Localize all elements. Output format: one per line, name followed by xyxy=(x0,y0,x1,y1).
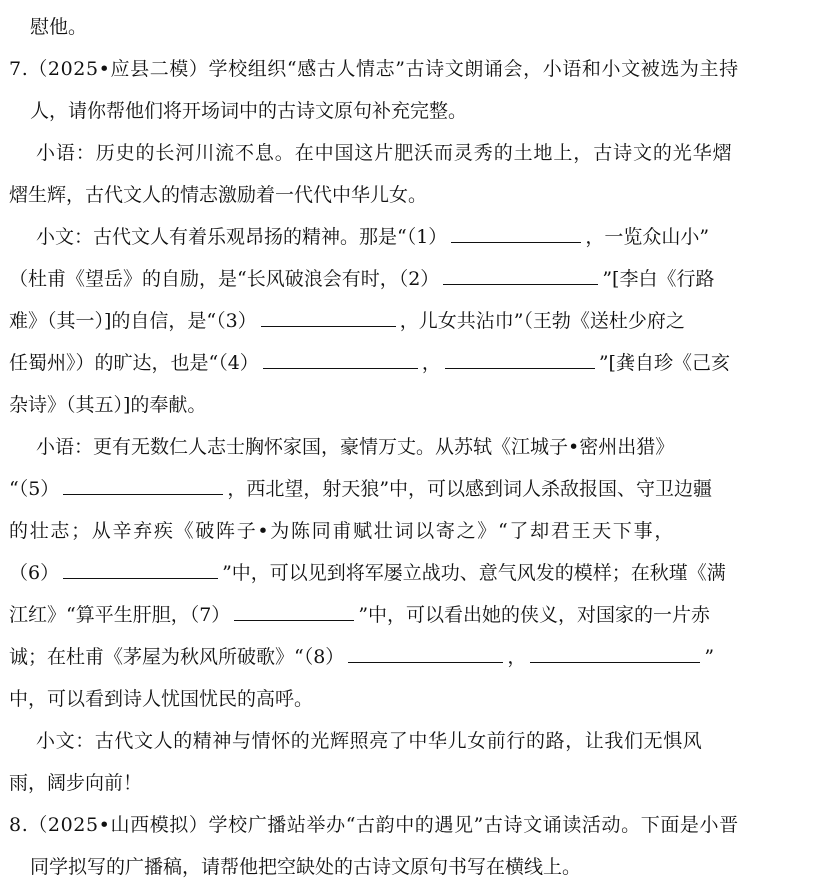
text: 江红》“算平生肝胆，（7） xyxy=(9,604,231,626)
text: 小文：古代文人有着乐观昂扬的精神。那是“（1） xyxy=(36,226,448,248)
text: “（5） xyxy=(9,478,60,500)
text: ”中，可以看出她的侠义，对国家的一片赤 xyxy=(358,604,711,626)
paragraph-xiaowen-2 xyxy=(36,723,825,759)
paragraph-xiaoyu-2-line5 xyxy=(9,597,825,633)
text: ，儿女共沾巾”（王勃《送杜少府之 xyxy=(399,310,685,332)
text: 7.（2025•应县二模）学校组织“感古人情志”古诗文朗诵会，小语和小文被选为主持 xyxy=(9,58,739,80)
text: 的壮志；从辛弃疾《破阵子•为陈同甫赋壮词以寄之》“了却君王天下事， xyxy=(9,520,676,542)
paragraph-xiaoyu-2-line6 xyxy=(9,639,825,675)
paragraph-xiaowen-1-line2 xyxy=(9,261,825,297)
text: 小语：历史的长河川流不息。在中国这片肥沃而灵秀的土地上，古诗文的光华熠 xyxy=(36,142,733,164)
continuation-line xyxy=(30,9,825,45)
paragraph-xiaowen-1-line4 xyxy=(9,345,825,381)
text: ，西北望，射天狼”中，可以感到词人杀敌报国、守卫边疆 xyxy=(227,478,713,500)
answer-blank-7[interactable] xyxy=(234,600,354,621)
answer-blank-8a[interactable] xyxy=(348,642,503,663)
answer-blank-6[interactable] xyxy=(63,558,218,579)
text: ”[龚自珍《己亥 xyxy=(598,352,730,374)
text: 中，可以看到诗人忧国忧民的高呼。 xyxy=(9,688,314,710)
question-8-title xyxy=(9,807,825,843)
answer-blank-3[interactable] xyxy=(261,306,396,327)
text: （杜甫《望岳》的自励，是“长风破浪会有时，（2） xyxy=(9,268,440,290)
answer-blank-1[interactable] xyxy=(451,222,581,243)
paragraph-xiaowen-2-line2 xyxy=(9,765,825,801)
paragraph-xiaowen-1-line5 xyxy=(9,387,825,423)
paragraph-xiaoyu-2-line7 xyxy=(9,681,825,717)
paragraph-xiaowen-1 xyxy=(36,219,825,255)
text: ，一览众山小” xyxy=(585,226,710,248)
text: ”[李白《行路 xyxy=(602,268,715,290)
paragraph-xiaoyu-2-line2 xyxy=(9,471,825,507)
answer-blank-4b[interactable] xyxy=(445,348,595,369)
paragraph-xiaoyu-2-line4 xyxy=(9,555,825,591)
paragraph-xiaoyu-2-line3 xyxy=(9,513,825,549)
text: 雨，阔步向前！ xyxy=(9,772,143,794)
text: ”中，可以见到将军屡立战功、意气风发的模样；在秋瑾《满 xyxy=(222,562,726,584)
question-7-title xyxy=(9,51,825,87)
answer-blank-4a[interactable] xyxy=(263,348,418,369)
text: 任蜀州》）的旷达，也是“（4） xyxy=(9,352,259,374)
text: 小文：古代文人的精神与情怀的光辉照亮了中华儿女前行的路，让我们无惧风 xyxy=(36,730,703,752)
text: 小语：更有无数仁人志士胸怀家国，豪情万丈。从苏轼《江城子•密州出猎》 xyxy=(36,436,675,458)
text: 熠生辉，古代文人的情志激励着一代代中华儿女。 xyxy=(9,184,428,206)
text: 同学拟写的广播稿，请帮他把空缺处的古诗文原句书写在横线上。 xyxy=(30,856,582,878)
answer-blank-2[interactable] xyxy=(443,264,598,285)
text: ” xyxy=(704,646,715,668)
paragraph-xiaoyu-1-cont xyxy=(9,177,825,213)
answer-blank-5[interactable] xyxy=(63,474,223,495)
text: 诚；在杜甫《茅屋为秋风所破歌》“（8） xyxy=(9,646,345,668)
paragraph-xiaoyu-2 xyxy=(36,429,825,465)
text: ， xyxy=(507,646,527,668)
answer-blank-8b[interactable] xyxy=(530,642,700,663)
paragraph-xiaoyu-1 xyxy=(36,135,825,171)
text: ， xyxy=(421,352,441,374)
text: 杂诗》（其五）]的奉献。 xyxy=(9,394,207,416)
text: 8.（2025•山西模拟）学校广播站举办“古韵中的遇见”古诗文诵读活动。下面是小晋 xyxy=(9,814,739,836)
text: 慰他。 xyxy=(30,16,88,38)
text: （6） xyxy=(9,562,60,584)
question-8-instruction xyxy=(30,849,825,885)
text: 人，请你帮他们将开场词中的古诗文原句补充完整。 xyxy=(30,100,468,122)
question-7-instruction xyxy=(30,93,825,129)
text: 难》（其一）]的自信，是“（3） xyxy=(9,310,257,332)
paragraph-xiaowen-1-line3 xyxy=(9,303,825,339)
